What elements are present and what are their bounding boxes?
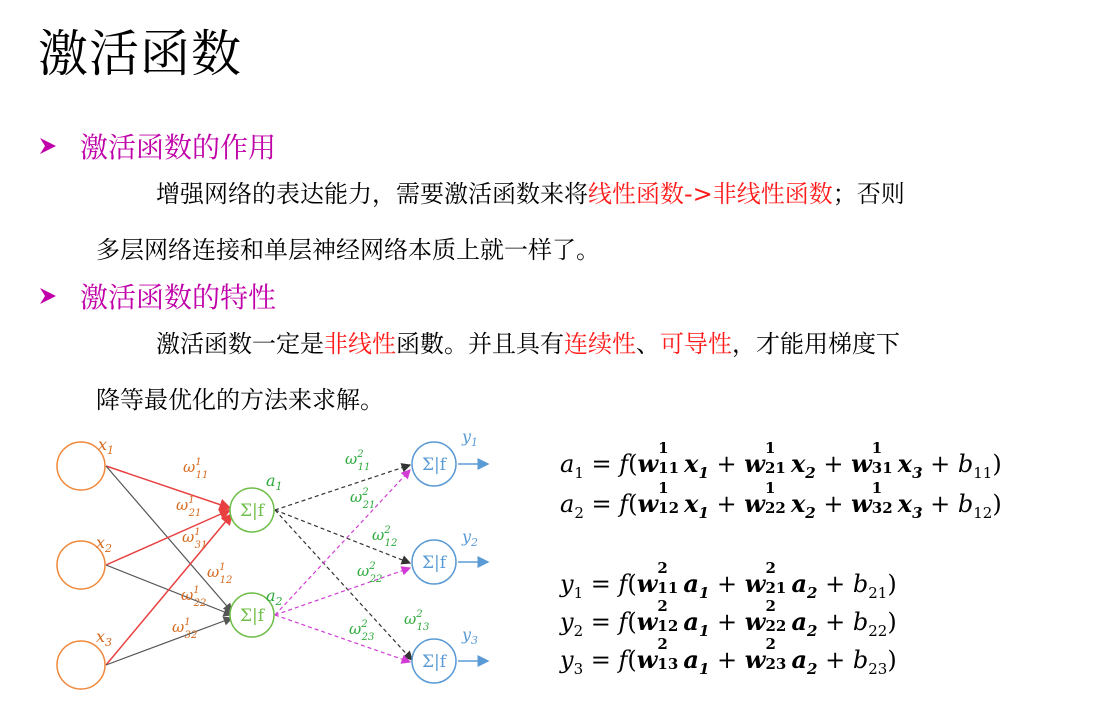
neural-network-diagram (0, 420, 520, 710)
heading-text: 激活函数的特性 (80, 281, 277, 314)
svg-text:ω131: $\omega^1$ 31 (182, 527, 208, 551)
input-node (57, 641, 105, 689)
svg-text:ω121: $\omega^1$ 21 (176, 495, 202, 519)
output-label-y2: $y_2$ (462, 527, 479, 549)
output-label-y1: $y_1$ (462, 427, 479, 449)
equation-y2: $y_2 = f(w$ 2 12 $a_1 + w$ 2 22 $a_2 + b_{22}$) (560, 597, 897, 640)
input-label-x2: $x_2$ (96, 533, 113, 555)
hidden-label-a2: $a_2$ (266, 586, 283, 608)
text-run: 激活函数一定是 (156, 330, 324, 358)
svg-text:ω222: $\omega^2$ 22 (357, 561, 383, 585)
text-run: 函數。并且具有 (396, 330, 564, 358)
svg-text:ω111: $\omega^1$ 11 (183, 457, 209, 481)
text-run: 增强网络的表达能力，需要激活函数来将 (156, 180, 588, 208)
arrow-bullet-icon (38, 287, 58, 305)
svg-text:ω223: $\omega^2$ 23 (349, 619, 375, 643)
hidden-node-label: Σ|f (239, 501, 265, 521)
properties-paragraph (96, 316, 996, 428)
highlight-text: 可导性 (660, 330, 732, 358)
text-run: 多层网络连接和单层神经网络本质上就一样了。 (96, 236, 600, 264)
output-node-label: Σ|f (421, 455, 447, 475)
svg-text:ω211: $\omega^2$ 11 (345, 449, 371, 473)
hidden-node-label: Σ|f (239, 606, 265, 626)
svg-text:ω212: $\omega^2$ 12 (372, 525, 398, 549)
section-heading-properties (38, 276, 276, 316)
input-label-x1: $x_1$ (98, 435, 115, 457)
svg-text:ω213: $\omega^2$ 13 (404, 609, 430, 633)
svg-text:ω132: $\omega^1$ 32 (172, 617, 198, 641)
layer2-edges (275, 465, 412, 662)
output-node-label: Σ|f (421, 553, 447, 573)
layer1-weight-labels (172, 457, 232, 641)
heading-text: 激活函数的作用 (80, 131, 277, 164)
svg-text:ω122: $\omega^1$ 22 (181, 585, 207, 609)
arrow-bullet-icon (38, 137, 58, 155)
text-run: ，才能用梯度下 (732, 330, 900, 358)
highlight-text: 非线性 (324, 330, 396, 358)
input-label-x3: $x_3$ (96, 627, 113, 649)
highlight-text: 连续性 (564, 330, 636, 358)
equation-a1: $a_1 = f(w$ 1 11 $x_1 + w$ 1 21 $x_2 + w$ 1 31 $x_3 + b_{11}$) (560, 439, 1002, 482)
svg-text:ω112: $\omega^1$ 12 (207, 562, 233, 586)
output-label-y3: $y_3$ (462, 625, 479, 647)
output-node-label: Σ|f (421, 652, 447, 672)
section-heading-purpose (38, 126, 276, 166)
text-run: ；否则 (832, 180, 905, 208)
hidden-label-a1: $a_1$ (266, 471, 283, 493)
equation-a2: $a_2 = f(w$ 1 12 $x_1 + w$ 1 22 $x_2 + w$ 1 32 $x_3 + b_{12}$) (560, 479, 1002, 522)
text-run: 降等最优化的方法来求解。 (96, 386, 384, 414)
svg-text:ω221: $\omega^2$ 21 (350, 487, 376, 511)
page-title: 激活函数 (38, 25, 242, 83)
purpose-paragraph (96, 166, 996, 278)
equation-y1: $y_1 = f(w$ 2 11 $a_1 + w$ 2 21 $a_2 + b_{21}$) (560, 559, 897, 602)
highlight-text: 线性函数->非线性函数 (588, 180, 833, 208)
text-run: 、 (636, 330, 660, 358)
equation-y3: $y_3 = f(w$ 2 13 $a_1 + w$ 2 23 $a_2 + b_{23}$) (560, 635, 897, 678)
